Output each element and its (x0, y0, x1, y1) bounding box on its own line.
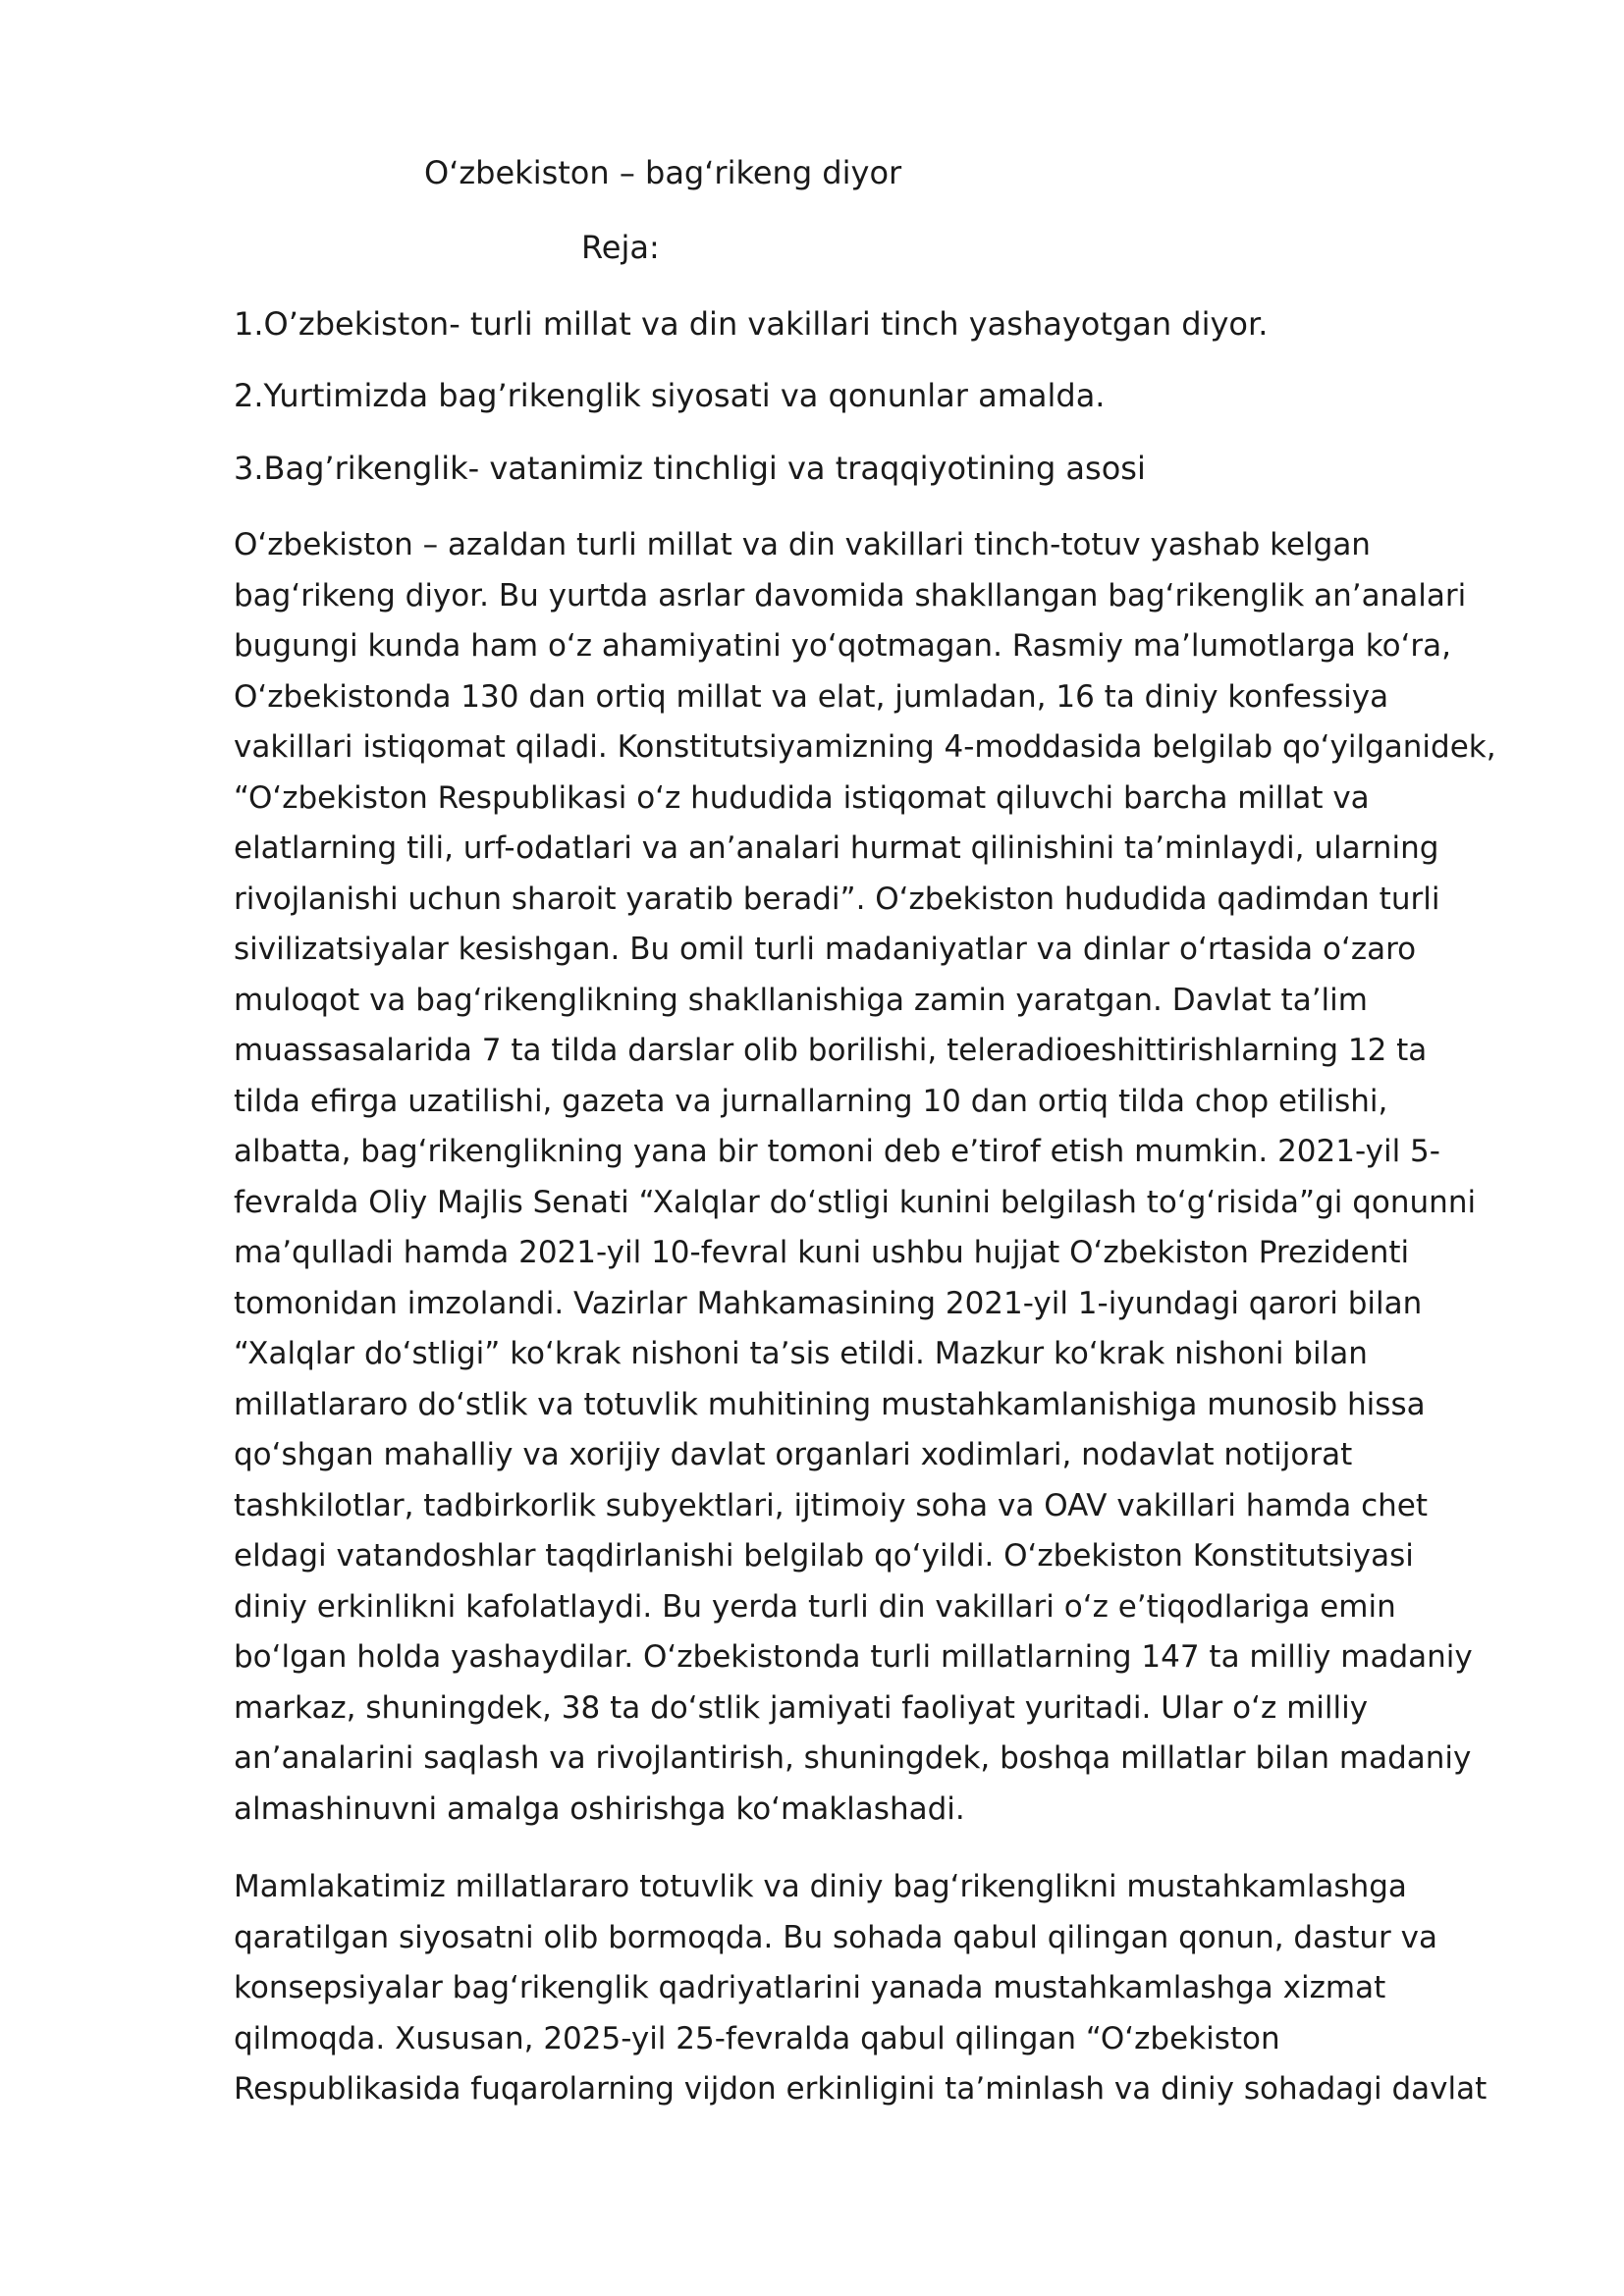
document-title: Oʻzbekiston – bagʻrikeng diyor (424, 154, 902, 191)
text-line: rivojlanishi uchun sharoit yaratib beradi”. Oʻzbekiston hududida qadimdan turli (234, 881, 1440, 917)
text-line: millatlararo doʻstlik va totuvlik muhitining mustahkamlanishiga munosib hissa (234, 1386, 1426, 1422)
text-line: vakillari istiqomat qiladi. Konstitutsiyamizning 4-moddasida belgilab qoʻyilganidek, (234, 729, 1496, 765)
text-line: qilmoqda. Xususan, 2025-yil 25-fevralda qabul qilingan “Oʻzbekiston (234, 2020, 1280, 2056)
text-line: sivilizatsiyalar kesishgan. Bu omil turli madaniyatlar va dinlar oʻrtasida oʻzaro (234, 932, 1417, 967)
plan-item: 1.O’zbekiston- turli millat va din vakillari tinch yashayotgan diyor. (234, 305, 1269, 343)
text-line: eldagi vatandoshlar taqdirlanishi belgilab qoʻyildi. Oʻzbekiston Konstitutsiyasi (234, 1538, 1414, 1574)
text-line: muloqot va bagʻrikenglikning shakllanishiga zamin yaratgan. Davlat ta’lim (234, 982, 1368, 1018)
text-line: qoʻshgan mahalliy va xorijiy davlat organlari xodimlari, nodavlat notijorat (234, 1437, 1353, 1472)
text-line: tilda efirga uzatilishi, gazeta va jurnallarning 10 dan ortiq tilda chop etilishi, (234, 1083, 1388, 1119)
text-line: boʻlgan holda yashaydilar. Oʻzbekistonda turli millatlarning 147 ta milliy madaniy (234, 1639, 1473, 1675)
text-line: qaratilgan siyosatni olib bormoqda. Bu sohada qabul qilingan qonun, dastur va (234, 1919, 1437, 1955)
text-line: diniy erkinlikni kafolatlaydi. Bu yerda turli din vakillari oʻz e’tiqodlariga emin (234, 1588, 1396, 1625)
text-line: tomonidan imzolandi. Vazirlar Mahkamasining 2021-yil 1-iyundagi qarori bilan (234, 1285, 1423, 1321)
text-line: elatlarning tili, urf-odatlari va an’analari hurmat qilinishini ta’minlaydi, ularning (234, 830, 1439, 866)
text-line: fevralda Oliy Majlis Senati “Xalqlar doʻstligi kunini belgilash toʻgʻrisida”gi qonunni (234, 1184, 1477, 1220)
text-line: muassasalarida 7 ta tilda darslar olib borilishi, teleradioeshittirishlarning 12 ta (234, 1033, 1428, 1068)
plan-heading: Reja: (581, 229, 660, 266)
plan-item: 2.Yurtimizda bag’rikenglik siyosati va qonunlar amalda. (234, 377, 1106, 414)
text-line: almashinuvni amalga oshirishga koʻmaklashadi. (234, 1790, 965, 1827)
plan-item: 3.Bag’rikenglik- vatanimiz tinchligi va traqqiyotining asosi (234, 450, 1146, 487)
text-line: an’analarini saqlash va rivojlantirish, shuningdek, boshqa millatlar bilan madaniy (234, 1740, 1472, 1776)
text-line: Oʻzbekiston – azaldan turli millat va din vakillari tinch-totuv yashab kelgan (234, 527, 1371, 562)
text-line: tashkilotlar, tadbirkorlik subyektlari, ijtimoiy soha va OAV vakillari hamda chet (234, 1487, 1428, 1523)
text-line: “Oʻzbekiston Respublikasi oʻz hududida istiqomat qiluvchi barcha millat va (234, 779, 1370, 816)
text-line: ma’qulladi hamda 2021-yil 10-fevral kuni ushbu hujjat Oʻzbekiston Prezidenti (234, 1235, 1410, 1270)
text-line: markaz, shuningdek, 38 ta doʻstlik jamiyati faoliyat yuritadi. Ular oʻz milliy (234, 1689, 1369, 1726)
text-line: konsepsiyalar bagʻrikenglik qadriyatlarini yanada mustahkamlashga xizmat (234, 1970, 1386, 2005)
text-line: albatta, bagʻrikenglikning yana bir tomoni deb e’tirof etish mumkin. 2021-yil 5- (234, 1134, 1440, 1169)
text-line: bagʻrikeng diyor. Bu yurtda asrlar davomida shakllangan bagʻrikenglik an’analari (234, 577, 1467, 614)
body-paragraph-2 (234, 1862, 1530, 2115)
text-line: “Xalqlar doʻstligi” koʻkrak nishoni ta’sis etildi. Mazkur koʻkrak nishoni bilan (234, 1336, 1368, 1371)
text-line: bugungi kunda ham oʻz ahamiyatini yoʻqotmagan. Rasmiy ma’lumotlarga koʻra, (234, 628, 1452, 664)
body-paragraph-1 (234, 520, 1530, 1835)
text-line: Oʻzbekistonda 130 dan ortiq millat va elat, jumladan, 16 ta diniy konfessiya (234, 678, 1389, 715)
text-line: Mamlakatimiz millatlararo totuvlik va diniy bagʻrikenglikni mustahkamlashga (234, 1869, 1407, 1904)
text-line: Respublikasida fuqarolarning vijdon erkinligini ta’minlash va diniy sohadagi davlat (234, 2071, 1488, 2107)
